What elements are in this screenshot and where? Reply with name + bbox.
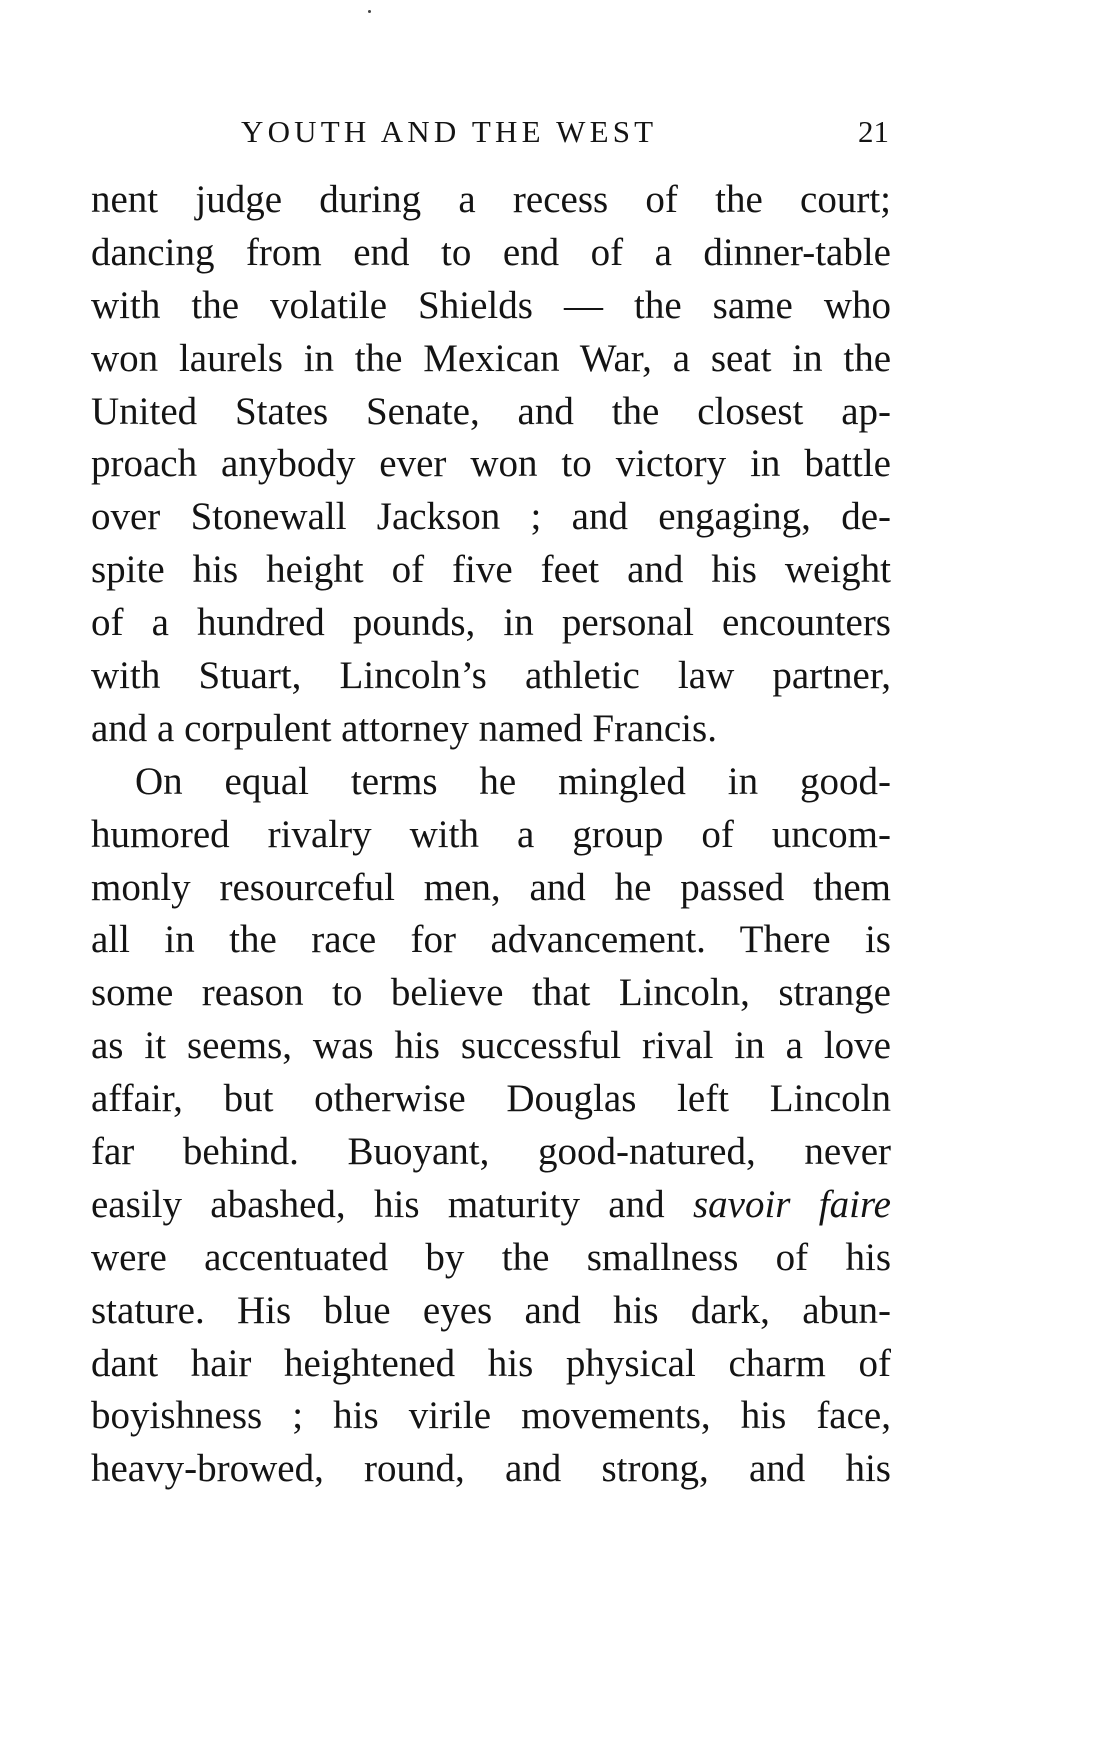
- text-line: dant hair heightened his physical charm of: [91, 1341, 891, 1385]
- text-line: and a corpulent attorney named Francis.: [91, 706, 717, 750]
- text-line: humored rivalry with a group of uncom-: [91, 812, 891, 856]
- text-line: over Stonewall Jackson ; and engaging, de-: [91, 495, 891, 539]
- text-line: all in the race for advancement. There is: [91, 918, 891, 962]
- text-line: affair, but otherwise Douglas left Lincoln: [91, 1077, 891, 1121]
- text-line: spite his height of five feet and his weight: [91, 548, 891, 592]
- text-line: with the volatile Shields — the same who: [91, 283, 891, 327]
- text-line: were accentuated by the smallness of his: [91, 1235, 891, 1279]
- text-line: monly resourceful men, and he passed them: [91, 865, 891, 909]
- running-title: YOUTH AND THE WEST: [241, 114, 658, 149]
- text-line: dancing from end to end of a dinner-table: [91, 230, 891, 274]
- text-run: easily abashed, his maturity and: [91, 1182, 693, 1226]
- body-text: [91, 174, 891, 1496]
- text-line: proach anybody ever won to victory in battle: [91, 442, 891, 486]
- ink-speck: [368, 10, 371, 13]
- text-line: nent judge during a recess of the court;: [91, 178, 891, 221]
- text-line: won laurels in the Mexican War, a seat in the: [91, 336, 891, 380]
- text-line: On equal terms he mingled in good-: [135, 759, 891, 803]
- running-head: [93, 112, 889, 152]
- italic-phrase: savoir faire: [692, 1182, 891, 1226]
- text-line-with-italic: [91, 1179, 891, 1232]
- text-line: United States Senate, and the closest ap-: [91, 389, 891, 433]
- text-line: boyishness ; his virile movements, his face,: [91, 1394, 891, 1438]
- text-line: far behind. Buoyant, good-natured, never: [91, 1130, 891, 1174]
- text-line: of a hundred pounds, in personal encounters: [91, 601, 891, 645]
- text-line: some reason to believe that Lincoln, strange: [91, 971, 891, 1015]
- text-line: heavy-browed, round, and strong, and his: [91, 1447, 891, 1491]
- text-line: with Stuart, Lincoln’s athletic law partner,: [91, 654, 891, 698]
- text-line: stature. His blue eyes and his dark, abun-: [91, 1288, 891, 1332]
- page-number: 21: [858, 114, 889, 149]
- text-line: as it seems, was his successful rival in a love: [91, 1024, 891, 1068]
